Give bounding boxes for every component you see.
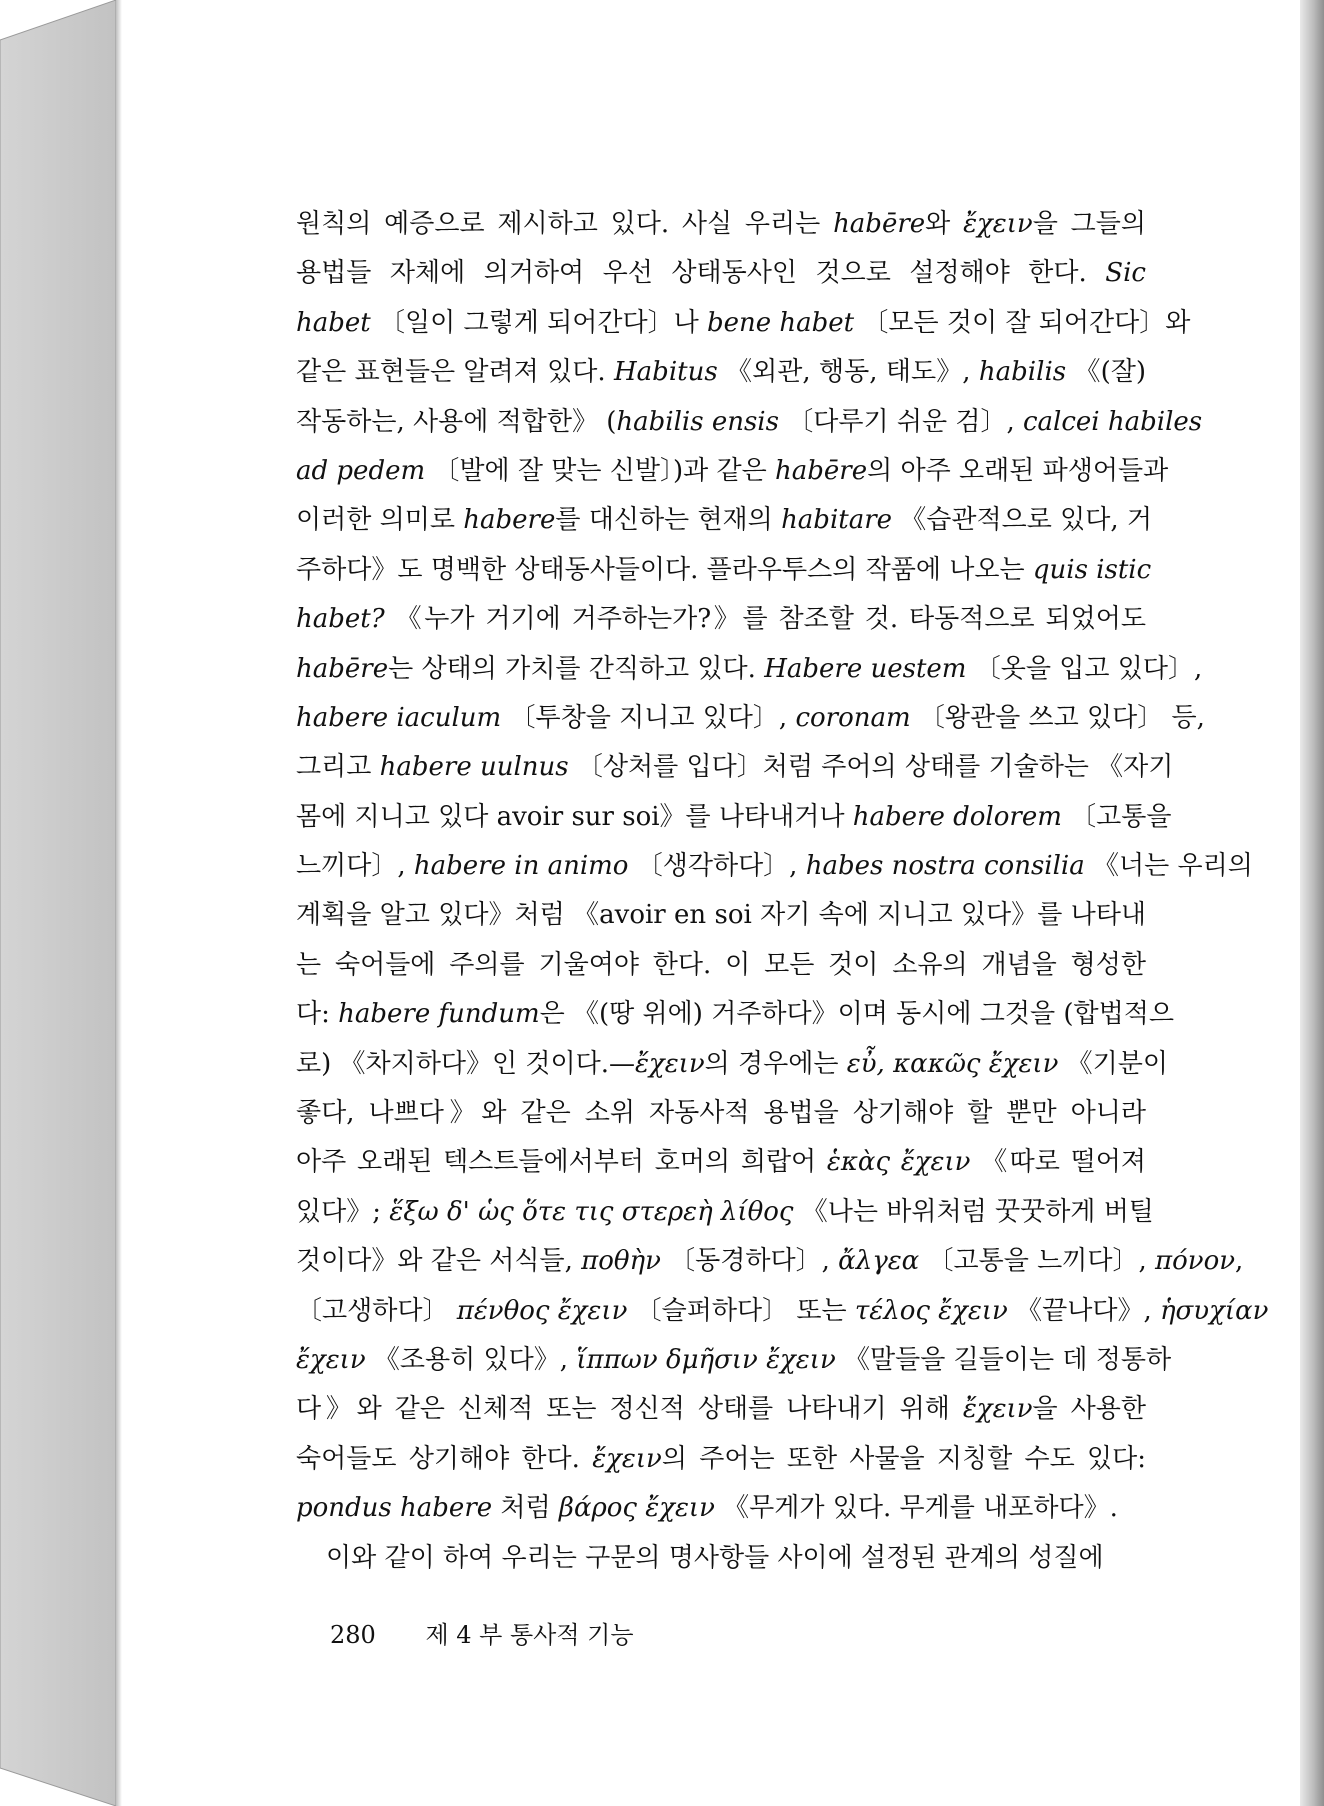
text-line: 〔고생하다〕 πένθος ἔχειν 〔슬퍼하다〕 또는 τέλος ἔχειν 《끝나다》, ἡσυχίαν: [296, 1295, 1269, 1326]
text-line: 다》와 같은 신체적 또는 정신적 상태를 나타내기 위해 ἔχειν을 사용한: [296, 1394, 1146, 1425]
text-line: 숙어들도 상기해야 한다. ἔχειν의 주어는 또한 사물을 지칭할 수도 있다:: [296, 1443, 1146, 1474]
text-line: 계획을 알고 있다》처럼 《avoir en soi 자기 속에 지니고 있다》를 나타내: [296, 900, 1146, 931]
text-line: 이러한 의미로 habere를 대신하는 현재의 habitare 《습관적으로 있다, 거: [296, 505, 1153, 536]
text-line: 는 숙어들에 주의를 기울여야 한다. 이 모든 것이 소유의 개념을 형성한: [296, 949, 1146, 980]
text-line: 아주 오래된 텍스트들에서부터 호머의 희랍어 ἑκὰς ἔχειν 《따로 떨어져: [296, 1147, 1146, 1178]
section-title: 제 4 부 통사적 기능: [425, 1621, 634, 1649]
text-line: 주하다》도 명백한 상태동사들이다. 플라우투스의 작품에 나오는 quis istic: [296, 554, 1152, 585]
text-line: ἔχειν 《조용히 있다》, ἵππων δμῆσιν ἔχειν 《말들을 길들이는 데 정통하: [296, 1344, 1172, 1375]
text-line: 작동하는, 사용에 적합한》 (habilis ensis 〔다루기 쉬운 검〕, calcei habiles: [296, 406, 1203, 437]
text-line: 다: habere fundum은 《(땅 위에) 거주하다》이며 동시에 그것을 (합법적으: [296, 999, 1174, 1030]
text-line: habet 〔일이 그렇게 되어간다〕나 bene habet 〔모든 것이 잘 되어간다〕와: [296, 307, 1191, 338]
page-shadow: [116, 0, 122, 1806]
text-line: habet? 《누가 거기에 거주하는가?》를 참조할 것. 타동적으로 되었어도: [296, 604, 1146, 635]
page-number: 280: [330, 1621, 376, 1649]
text-line: habēre는 상태의 가치를 간직하고 있다. Habere uestem 〔옷을 입고 있다〕,: [296, 653, 1203, 684]
text-line: 이와 같이 하여 우리는 구문의 명사항들 사이에 설정된 관계의 성질에: [326, 1542, 1104, 1573]
book-side-panel: [0, 0, 116, 1806]
text-line: 용법들 자체에 의거하여 우선 상태동사인 것으로 설정해야 한다. Sic: [296, 258, 1146, 289]
text-line: 로) 《차지하다》인 것이다.—ἔχειν의 경우에는 εὖ, κακῶς ἔχειν 《기분이: [296, 1048, 1169, 1079]
text-line: 있다》; ἕξω δ' ὡς ὅτε τις στερεὴ λίθος 《나는 바위처럼 꿋꿋하게 버틸: [296, 1196, 1154, 1227]
text-line: 느끼다〕, habere in animo 〔생각하다〕, habes nostra consilia 《너는 우리의: [296, 851, 1253, 882]
text-line: 것이다》와 같은 서식들, ποθὴν 〔동경하다〕, ἄλγεα 〔고통을 느끼다〕, πόνον,: [296, 1246, 1244, 1277]
body-text: [296, 200, 1269, 1583]
text-line: 그리고 habere uulnus 〔상처를 입다〕처럼 주어의 상태를 기술하는 《자기: [296, 752, 1174, 783]
page-edge-right: [1300, 0, 1324, 1806]
text-line: 몸에 지니고 있다 avoir sur soi》를 나타내거나 habere dolorem 〔고통을: [296, 801, 1172, 832]
text-line: pondus habere 처럼 βάρος ἔχειν 《무게가 있다. 무게를 내포하다》.: [296, 1493, 1118, 1524]
text-line: 원칙의 예증으로 제시하고 있다. 사실 우리는 habēre와 ἔχειν을 그들의: [296, 209, 1146, 239]
text-line: 좋다, 나쁘다》와 같은 소위 자동사적 용법을 상기해야 할 뿐만 아니라: [296, 1098, 1146, 1129]
text-line: 같은 표현들은 알려져 있다. Habitus 《외관, 행동, 태도》, habilis 《(잘): [296, 357, 1146, 388]
page-footer: [330, 1615, 634, 1650]
text-line: ad pedem 〔발에 잘 맞는 신발〕)과 같은 habēre의 아주 오래된 파생어들과: [296, 455, 1169, 486]
text-line: habere iaculum 〔투창을 지니고 있다〕, coronam 〔왕관을 쓰고 있다〕 등,: [296, 702, 1205, 733]
